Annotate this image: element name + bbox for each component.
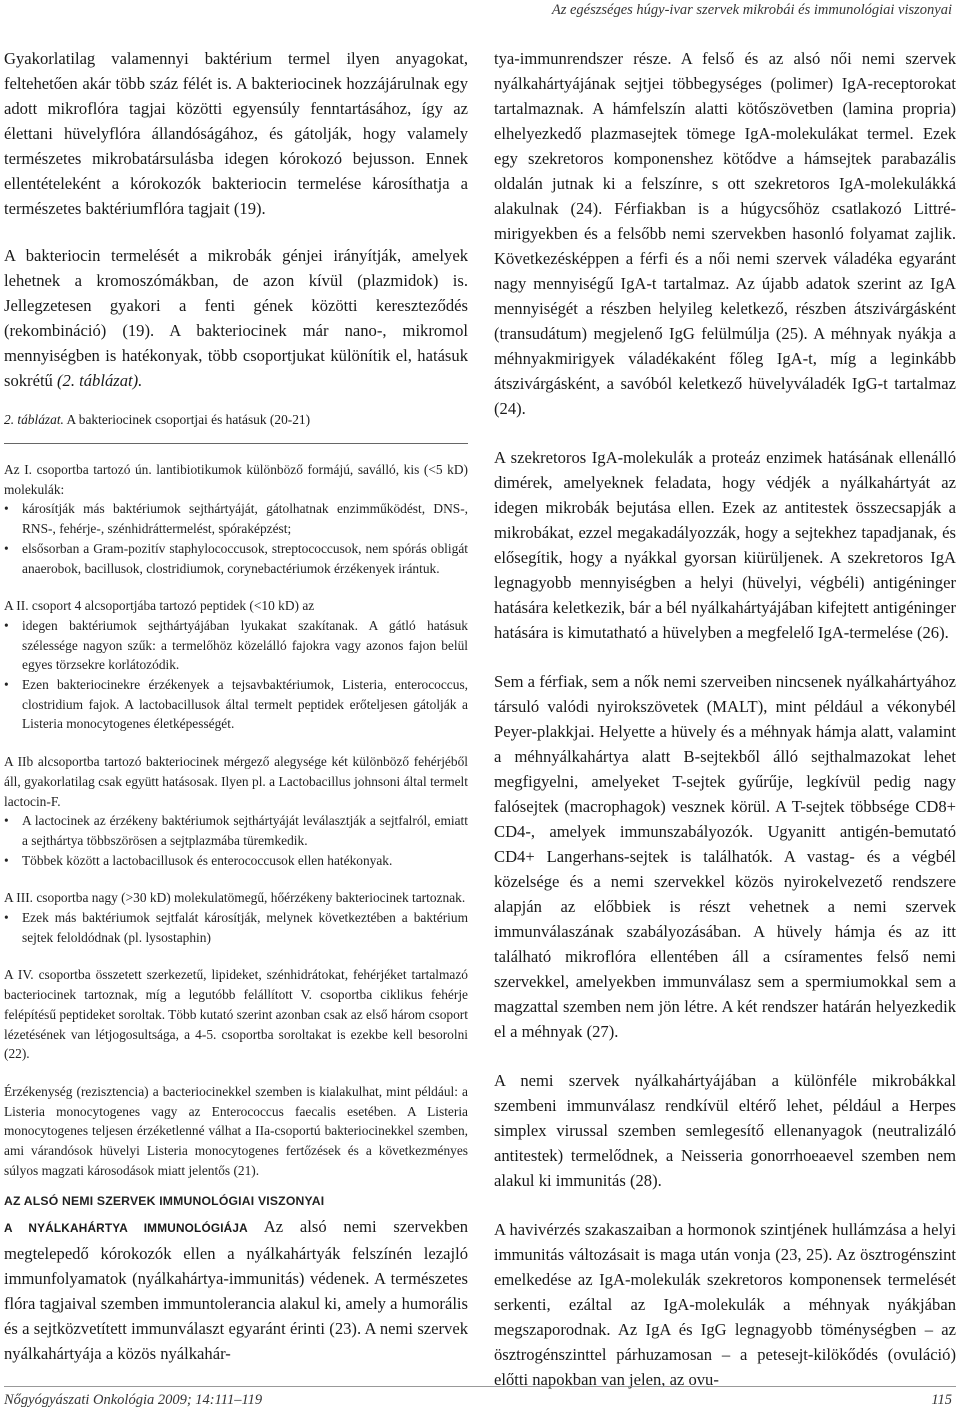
right-paragraph-2: A szekretoros IgA-molekulák a proteáz enzimek hatásának ellenálló dimérek, amelyeknek feladata, hogy védjék a nyálkahártyát az idegen mikrobák bejutása ellen. Ezek az antitestek összecsapják a mikrobákat, ezzel megakadályozzák, hogy a sejtekhez tapadjanak, és elősegítik, hogy a nyákkal gyorsan kiürüljenek. A szekretoros IgA legnagyobb mennyiségben a helyi (hüvelyi, végbéli) antigéninger hatására keletkezik, bár a bél nyálkahártyájában kifejtett antigéninger hatására is kimutatható a hüvelyben a megfelelő IgA-termelése (26). bbox=[494, 448, 956, 642]
right-paragraph-1: tya-immunrendszer része. A felső és az alsó női nemi szervek nyálkahártyájának sejtjei többegységes (polimer) IgA-receptorokat tartalmaznak. A hámfelszín alatti kötőszövetben (lamina propria) elhelyezkedő plazmasejtek tömege IgA-molekulákat termel. Ezek egy szekretoros komponenshez kötődve a hámsejtek parabazális oldalán jutnak ki a felszínre, s ott szekretoros IgA-molekulákká alakulnak (24). Férfiakban is a húgycsőhöz csatlakozó Littré-mirigyekben és a felsőbb nemi szervekben hasonló folyamat zajlik. Következésképpen a férfi és a női nemi szervek váladéka egyaránt nagy mennyiségű IgA-t tartalmaz. Az újabb adatok szerint az IgA mennyiségét a részben helyileg keletkező, részben átszivárgásként (transudátum) megjelenő IgG felülmúlja (25). A méhnyak nyákja a méhnyakmirigyek váladékaként főleg IgA-t, míg a leginkább átszivárgásként, a savóból keletkező hüvelyváladék IgG-t tartalmaz (24). bbox=[494, 49, 956, 418]
table-bullet: • A lactocinek az érzékeny baktériumok sejthártyáját leválasztják a sejtfalról, emiatt a sejthártya többszörösen a sejtplazmába türemkedik. bbox=[4, 811, 468, 850]
table-bullet-list bbox=[4, 811, 468, 870]
table-bullet: • elsősorban a Gram-pozitív staphylococcusok, streptococcusok, nem spórás obligát anaerobok, bacillusok, clostridiumok, corynebactériumok érzékenyek irántuk. bbox=[4, 539, 468, 578]
table-bullet-list bbox=[4, 499, 468, 578]
footer-divider bbox=[4, 1386, 956, 1387]
table-group-intro: A III. csoportba nagy (>30 kD) molekulatömegű, hőérzékeny bakteriocinek tartoznak. bbox=[4, 890, 466, 906]
right-paragraph-5: A havivérzés szakaszaiban a hormonok szintjének hullámzása a helyi immunitás változásait is maga után vonja (23, 25). Az ösztrogénszint emelkedése az IgA-molekulák szekretoros komponensek termelését serkenti, ezáltal az IgA-molekulák a méhnyak nyákjában megszaporodnak. Az IgA és IgG legnagyobb töménységben – az ösztrogénszinttel párhuzamosan – a petesejt-kilökődés (ovuláció) előtti napokban van jelen, az ovu- bbox=[494, 1220, 956, 1389]
footer-journal: Nőgyógyászati Onkológia 2009; 14:111–119 bbox=[4, 1392, 263, 1408]
left-paragraph-1: Gyakorlatilag valamennyi baktérium termel ilyen anyagokat, feltehetően akár több száz félét is. A bakteriocinek hozzájárulnak egy adott mikroflóra tagjai közötti egyensúly fenntartásához, így az élettani hüvelyflóra állandóságához, és gátolják, hogy valamely természetes mikrobatársulásba idegen kórokozó bejusson. Ennek ellentételeként a kórokozók bakteriocin termelése károsíthatja a természetes baktériumflóra tagjait (19). bbox=[4, 49, 468, 218]
table-divider bbox=[4, 443, 468, 444]
left-column bbox=[4, 46, 468, 1199]
section-paragraph bbox=[4, 1214, 468, 1366]
table-bullet: • Ezek más baktériumok sejtfalát károsítják, melynek következtében a baktérium sejtek feloldódnak (pl. lysostaphin) bbox=[4, 908, 468, 947]
table-group-intro: A IIb alcsoportba tartozó bakteriocinek mérgező alegysége két különböző fehérjéből áll, gyakorlatilag csak együtt hatásosak. Ilyen pl. a Lactobacillus johnsoni által termelt lactocin-F. bbox=[4, 754, 468, 809]
table-group-intro: A II. csoport 4 alcsoportjába tartozó peptidek (<10 kD) az bbox=[4, 598, 315, 614]
section-heading: AZ ALSÓ NEMI SZERVEK IMMUNOLÓGIAI VISZONYAI bbox=[4, 1194, 325, 1208]
table-group-6 bbox=[4, 1082, 468, 1181]
table-caption-text: A bakteriocinek csoportjai és hatásuk (20-21) bbox=[66, 412, 311, 427]
table-group-3 bbox=[4, 752, 468, 870]
left-paragraph-2-text: A bakteriocin termelését a mikrobák génjei irányítják, amelyek lehetnek a kromoszómákban, de azon kívül (plazmidok) is. Jellegzetesen gyakori a fenti gének közötti kereszteződés (rekombináció) (19). A bakteriocinek már nano-, mikromol mennyiségben is hatékonyak, több csoportjukat különítik el, hatásuk sokrétű bbox=[4, 246, 468, 390]
table-bullet-list bbox=[4, 908, 468, 947]
right-paragraph-4: A nemi szervek nyálkahártyájában a különféle mikrobákkal szembeni immunválasz rendkívül eltérő lehet, például a Herpes simplex virussal szemben semlegesítő ellenanyagok (neutralizáló antitestek) termelődnek, a Neisseria gonorrhoeaevel szemben nem alakul ki immunitás (28). bbox=[494, 1071, 956, 1190]
section-paragraph-text: Az alsó nemi szervekben megtelepedő kórokozók ellen a nyálkahártyák felszínén lezajló immunfolyamatok (nyálkahártya-immunitás) védenek. A természetes flóra tagjaival szemben immuntolerancia alakul ki, amely a humorális és a sejtközvetített immunválaszt egyaránt érinti (23). A nemi szervek nyálkahártyája a közös nyálkahár- bbox=[4, 1217, 469, 1363]
table-group-intro: Az I. csoportba tartozó ún. lantibiotikumok különböző formájú, saválló, kis (<5 kD) molekulák: bbox=[4, 462, 468, 497]
table-bullet: • Többek között a lactobacillusok és enterococcusok ellen hatékonyak. bbox=[4, 851, 468, 871]
bacteriocin-table bbox=[4, 460, 468, 1181]
table-caption bbox=[4, 411, 468, 429]
table-group-text: A IV. csoportba összetett szerkezetű, lipideket, szénhidrátokat, fehérjéket tartalmazó bacteriocinek tartoznak, míg a legutóbb felállított V. csoportba ciklikus fehérje felépítésű peptideket soroltak. Több kutató szerint azonban csak az első három csoport lézetésének van létjogosultsága, a 4-5. csoportba soroltakat is ezekbe kell besorolni (22). bbox=[4, 967, 468, 1062]
left-paragraph-2 bbox=[4, 243, 468, 393]
table-bullet-list bbox=[4, 616, 468, 734]
table-group-1 bbox=[4, 460, 468, 578]
table-group-5 bbox=[4, 965, 468, 1064]
table-bullet: • károsítják más baktériumok sejthártyáját, gátolhatnak enzimműködést, DNS-, RNS-, fehérje-, szénhidráttermelést, spóraképzést; bbox=[4, 499, 468, 538]
table-group-4 bbox=[4, 888, 468, 947]
table-group-text: Érzékenység (rezisztencia) a bacteriocinekkel szemben is kialakulhat, mint például: a Listeria monocytogenes vagy az Enterococcus faecalis esetében. A Listeria monocytogenes teljesen érzéketlenné válhat a IIa-csoportú bakteriocinekkel szemben, ami várandósok hüvelyi Listeria monocytogenes fertőzések és a következményes súlyos magzati károsodások miatt jelentős (21). bbox=[4, 1083, 468, 1178]
table-group-2 bbox=[4, 596, 468, 734]
table-reference: (2. táblázat). bbox=[57, 371, 143, 390]
table-bullet: • Ezen bakteriocinekre érzékenyek a tejsavbaktériumok, Listeria, enterococcus, clostridium fajok. A lactobacillusok által termelt peptidek erőteljesen gátolják a Listeria monocytogenes életképességét. bbox=[4, 675, 468, 734]
table-caption-number: 2. táblázat. bbox=[4, 412, 64, 427]
footer-page-number: 115 bbox=[931, 1392, 952, 1408]
running-title: Az egészséges húgy-ivar szervek mikrobái és immunológiai viszonyai bbox=[551, 2, 952, 18]
table-bullet: • idegen baktériumok sejthártyájában lyukakat szakítanak. A gátló hatásuk szélessége nagyon szűk: a termelőhöz közelálló fajokra vagy azonos fajon belül egyes törzsekre korlátozódik. bbox=[4, 616, 468, 675]
right-column bbox=[494, 46, 956, 1392]
right-paragraph-3: Sem a férfiak, sem a nők nemi szerveiben nincsenek nyálkahártyához társuló valódi nyirokszövetek (MALT), mint például a vékonybél Peyer-plakkjai. Helyette a hüvely és a méhnyak hámja alatt, valamint a méhnyálkahártya alatt B-sejtekből álló sejthalmazokat lehet megfigyelni, amelyeket T-sejtek gyűrűje, legkívül pedig nagy falósejtek (macrophagok) vesznek körül. A T-sejtek többsége CD8+ CD4-, amelyek immunszabályozók. Ugyanitt antigén-bemutató CD4+ Langerhans-sejtek is találhatók. A vastag- és a végbél közelsége és a nemi szervekkel közös nyirokelvezető rendszere alapján az előbbiek is részt vehetnek a nemi szervek immunválaszának szabályozásában. A hüvely hámja és az itt található mikroflóra ellentében áll a csíramentes felső nemi szervekkel, amelyekben immunválasz sem a spermiumokkal sem a magzattal szemben nem jön létre. A két rendszer határán helyezkedik el a méhnyak (27). bbox=[494, 672, 956, 1041]
subsection-heading: A NYÁLKAHÁRTYA IMMUNOLÓGIÁJA bbox=[4, 1221, 248, 1235]
